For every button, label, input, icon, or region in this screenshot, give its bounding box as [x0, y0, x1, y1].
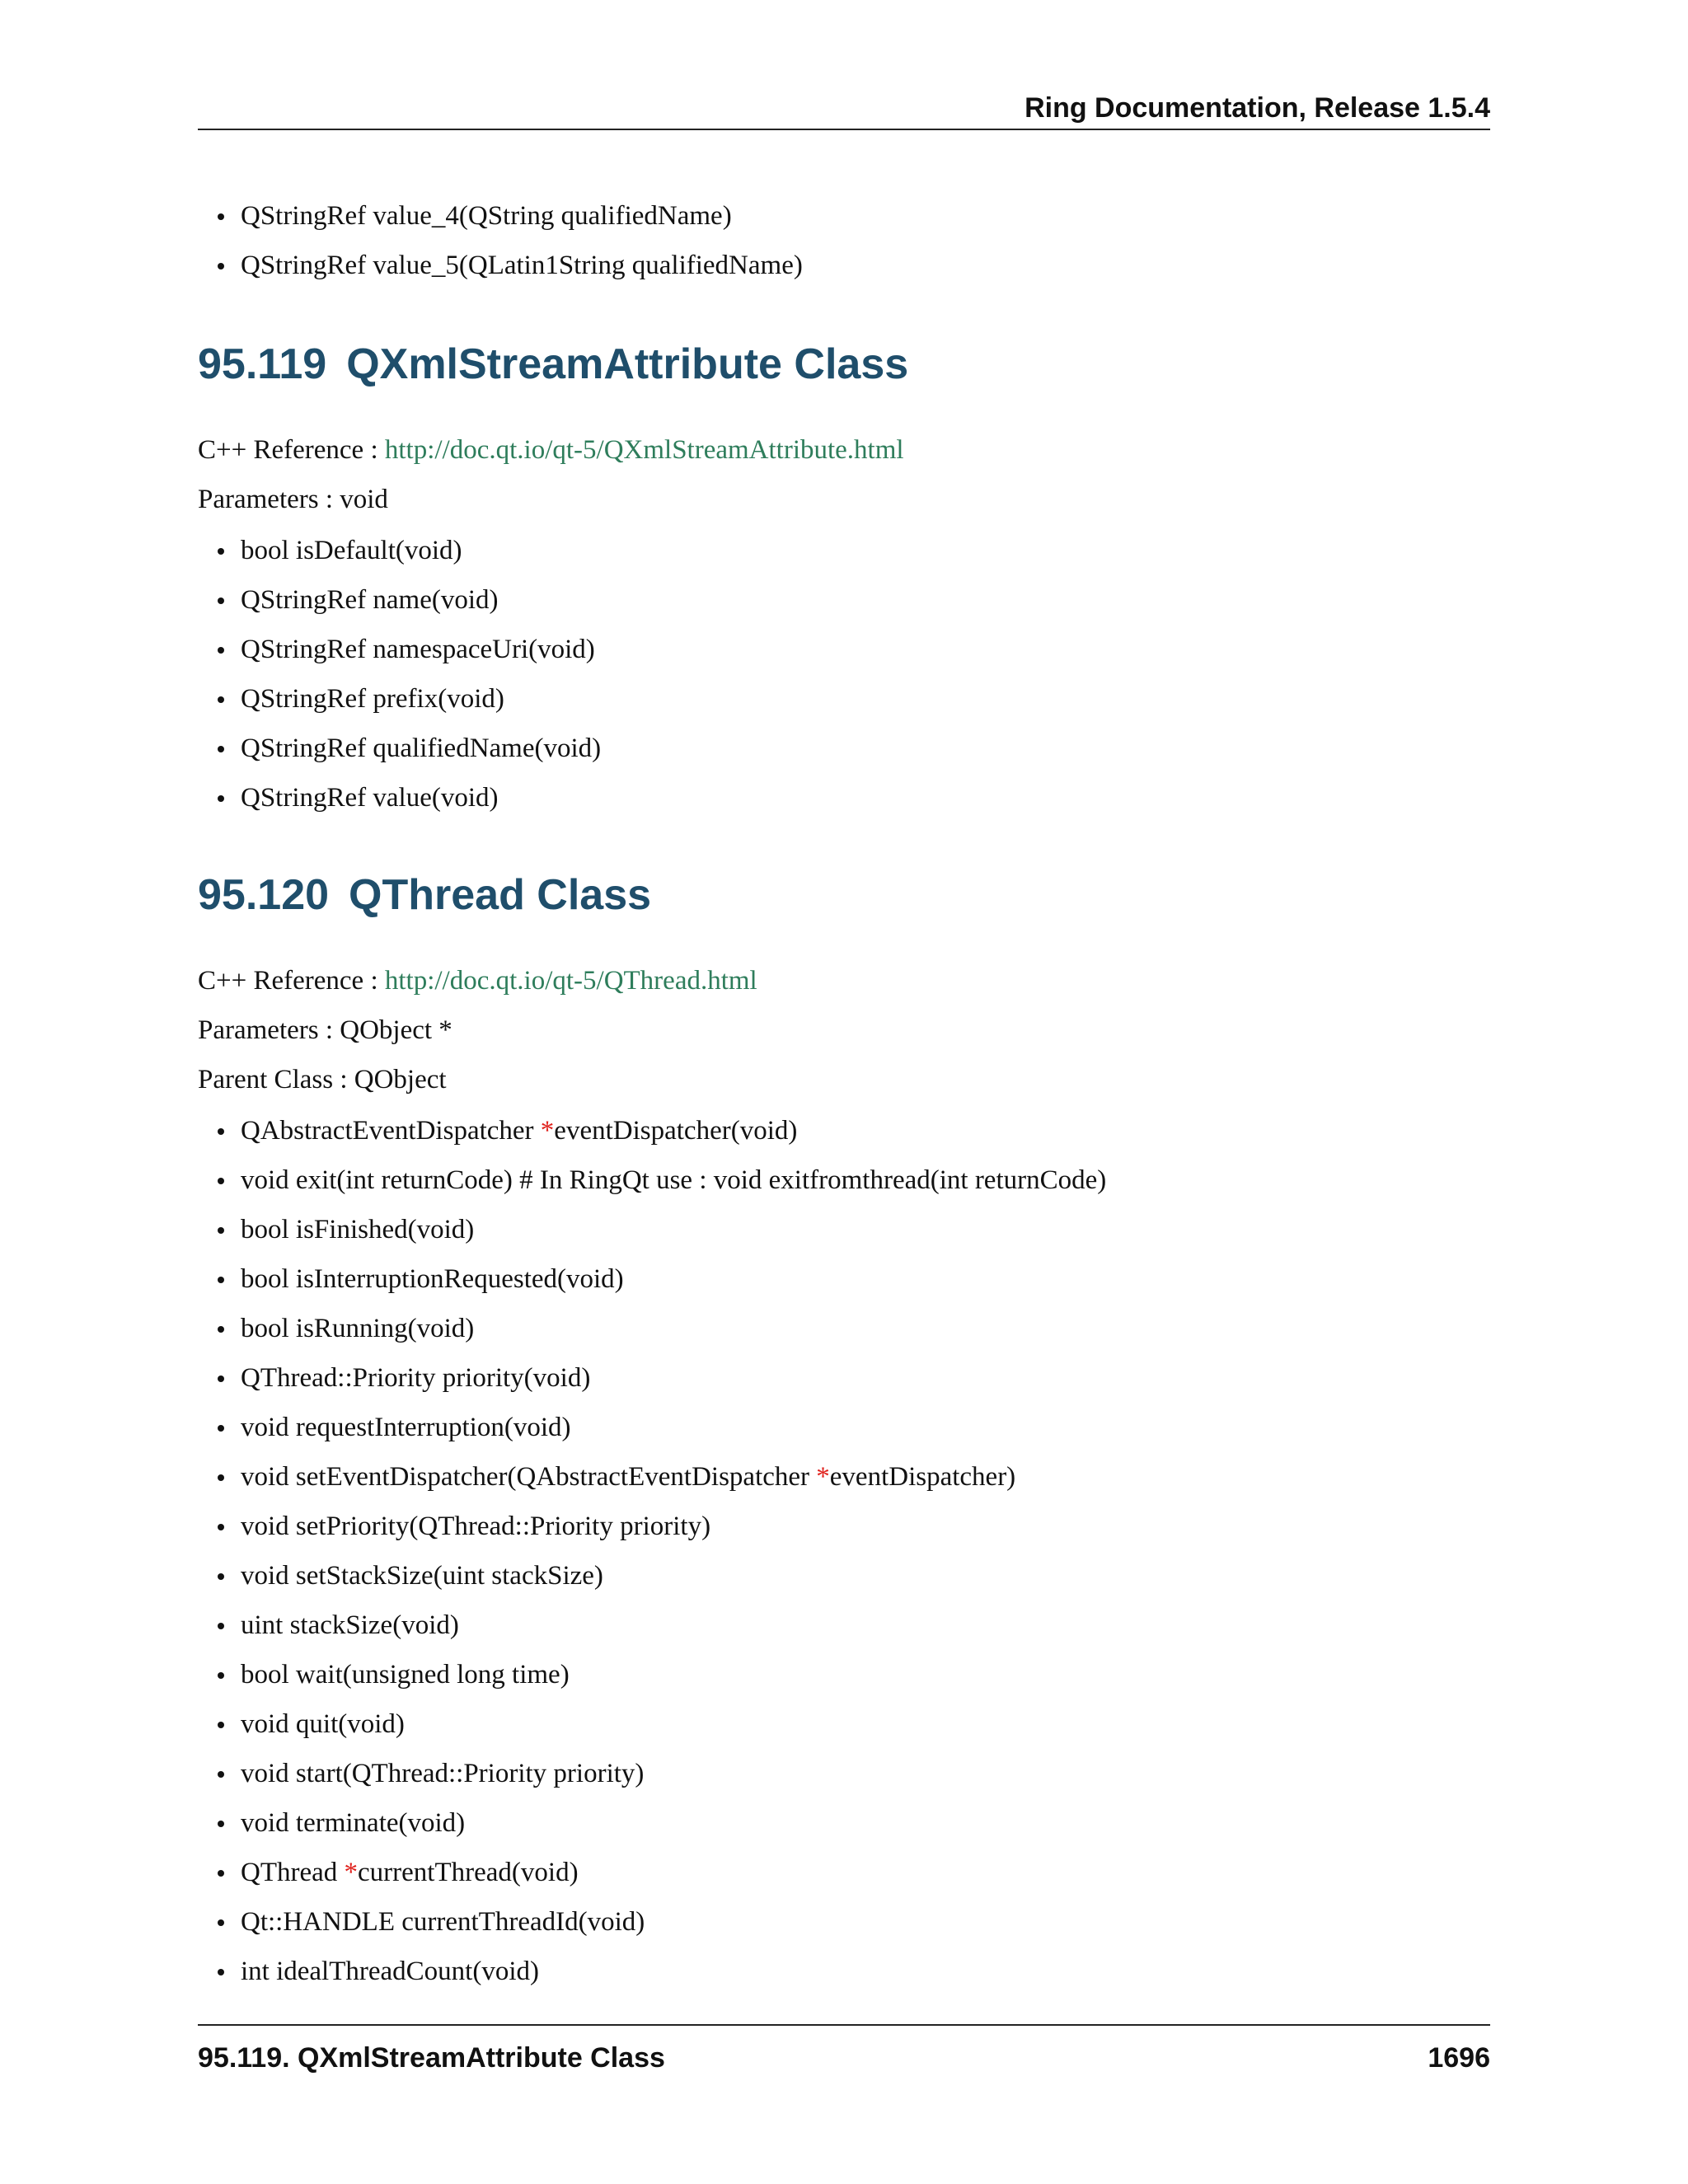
list-item: void start(QThread::Priority priority) — [241, 1757, 1106, 1807]
list-item: QStringRef prefix(void) — [241, 682, 601, 732]
section-number: 95.120 — [198, 871, 330, 919]
list-item: void terminate(void) — [241, 1807, 1106, 1856]
list-item: Qt::HANDLE currentThreadId(void) — [241, 1905, 1106, 1955]
cpp-reference-line — [198, 435, 904, 466]
section-title-text: QThread Class — [349, 871, 652, 919]
parent-class-line: Parent Class : QObject — [198, 1065, 447, 1094]
header-rule — [198, 129, 1490, 130]
section-title-text: QXmlStreamAttribute Class — [346, 340, 909, 388]
cpp-reference-label: C++ Reference : — [198, 435, 378, 465]
list-item: uint stackSize(void) — [241, 1609, 1106, 1658]
list-item: QAbstractEventDispatcher *eventDispatcher(void) — [241, 1114, 1106, 1164]
list-item: QStringRef value_4(QString qualifiedName) — [241, 199, 803, 249]
method-list-qthread — [241, 1114, 1106, 2004]
list-item: void exit(int returnCode) # In RingQt use : void exitfromthread(int returnCode) — [241, 1164, 1106, 1213]
list-item: QStringRef value_5(QLatin1String qualifiedName) — [241, 249, 803, 298]
list-item: bool isInterruptionRequested(void) — [241, 1263, 1106, 1312]
list-item: void setPriority(QThread::Priority priority) — [241, 1510, 1106, 1559]
list-item: void quit(void) — [241, 1708, 1106, 1757]
pointer-asterisk: * — [540, 1116, 555, 1146]
list-item: bool isFinished(void) — [241, 1213, 1106, 1263]
cpp-reference-link[interactable]: http://doc.qt.io/qt-5/QThread.html — [384, 966, 757, 996]
top-method-list — [241, 199, 803, 298]
running-header-title: Ring Documentation, Release 1.5.4 — [1025, 92, 1490, 124]
list-item: void setStackSize(uint stackSize) — [241, 1559, 1106, 1609]
page-footer — [198, 2042, 1490, 2074]
list-item: bool isDefault(void) — [241, 534, 601, 583]
section-heading-qthread — [198, 870, 651, 920]
cpp-reference-label: C++ Reference : — [198, 966, 378, 996]
list-item: QThread::Priority priority(void) — [241, 1361, 1106, 1411]
list-item: QStringRef value(void) — [241, 781, 601, 831]
list-item: void setEventDispatcher(QAbstractEventDispatcher *eventDispatcher) — [241, 1460, 1106, 1510]
list-item: QStringRef name(void) — [241, 583, 601, 633]
list-item: bool isRunning(void) — [241, 1312, 1106, 1361]
list-item: void requestInterruption(void) — [241, 1411, 1106, 1460]
parameters-line: Parameters : void — [198, 485, 388, 514]
pointer-asterisk: * — [816, 1462, 830, 1492]
cpp-reference-link[interactable]: http://doc.qt.io/qt-5/QXmlStreamAttribute.html — [384, 435, 904, 465]
list-item: int idealThreadCount(void) — [241, 1955, 1106, 2004]
section-heading-qxmlstreamattribute — [198, 340, 908, 389]
pointer-asterisk: * — [344, 1858, 359, 1887]
list-item: QStringRef namespaceUri(void) — [241, 633, 601, 682]
cpp-reference-line — [198, 966, 757, 996]
footer-section-title: 95.119. QXmlStreamAttribute Class — [198, 2042, 665, 2074]
list-item: QStringRef qualifiedName(void) — [241, 732, 601, 781]
page-number: 1696 — [1428, 2042, 1490, 2074]
section-number: 95.119 — [198, 340, 327, 388]
method-list-qxmlstreamattribute — [241, 534, 601, 831]
parameters-line: Parameters : QObject * — [198, 1015, 452, 1045]
list-item: QThread *currentThread(void) — [241, 1856, 1106, 1905]
list-item: bool wait(unsigned long time) — [241, 1658, 1106, 1708]
footer-rule — [198, 2024, 1490, 2026]
